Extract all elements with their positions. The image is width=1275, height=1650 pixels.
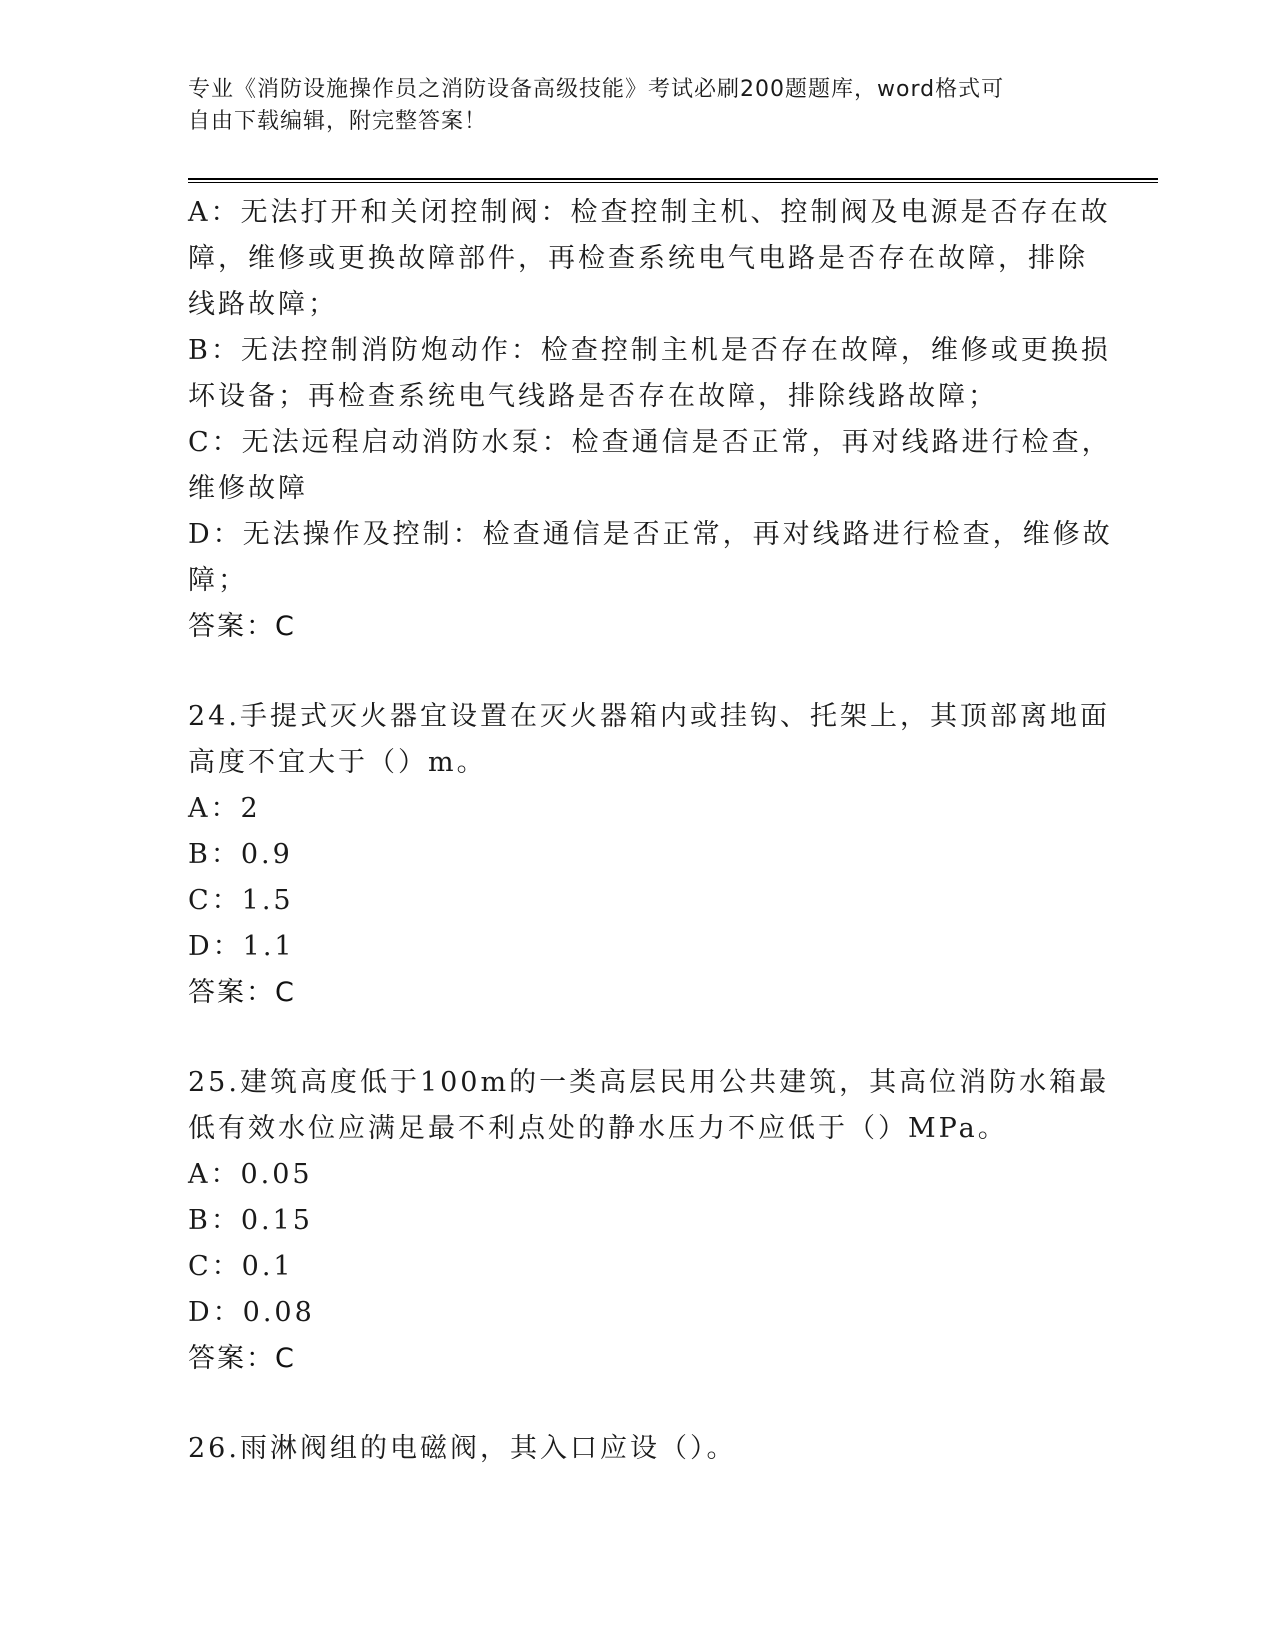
option-a: A：2 <box>188 793 261 824</box>
option-c: C：0.1 <box>188 1251 294 1282</box>
header-title-line-1: 专业《消防设施操作员之消防设备高级技能》考试必刷200题题库，word格式可 <box>188 77 1005 102</box>
option-line: D：无法操作及控制：检查通信是否正常，再对线路进行检查，维修故 <box>188 519 1113 550</box>
spacer <box>188 1016 1088 1060</box>
option-line: 线路故障； <box>188 289 338 320</box>
question-stem: 24.手提式灭火器宜设置在灭火器箱内或挂钩、托架上，其顶部离地面 <box>188 701 1110 732</box>
option-a: A：0.05 <box>188 1159 313 1190</box>
header-divider <box>188 178 1158 180</box>
spacer <box>188 650 1088 694</box>
question-23 <box>188 190 1113 650</box>
answer-line: 答案：C <box>188 611 296 642</box>
option-b <box>188 328 1111 420</box>
question-24 <box>188 694 1110 1016</box>
option-line: C：无法远程启动消防水泵：检查通信是否正常，再对线路进行检查， <box>188 427 1112 458</box>
option-line: 坏设备；再检查系统电气线路是否存在故障，排除线路故障； <box>188 381 998 412</box>
option-d <box>188 512 1113 604</box>
question-stem: 高度不宜大于（）m。 <box>188 747 487 778</box>
option-line: B：无法控制消防炮动作：检查控制主机是否存在故障，维修或更换损 <box>188 335 1111 366</box>
answer-line: 答案：C <box>188 1343 296 1374</box>
option-d: D：1.1 <box>188 931 295 962</box>
option-line: 维修故障 <box>188 473 308 504</box>
option-b: B：0.15 <box>188 1205 313 1236</box>
spacer <box>188 1382 1088 1426</box>
question-stem: 25.建筑高度低于100m的一类高层民用公共建筑，其高位消防水箱最 <box>188 1067 1110 1098</box>
option-d: D：0.08 <box>188 1297 315 1328</box>
answer-line: 答案：C <box>188 977 296 1008</box>
option-a <box>188 190 1111 328</box>
option-line: 障，维修或更换故障部件，再检查系统电气电路是否存在故障，排除 <box>188 243 1088 274</box>
option-b: B：0.9 <box>188 839 293 870</box>
question-content <box>188 190 1113 1472</box>
header-divider-thin <box>188 182 1158 183</box>
question-25 <box>188 1060 1110 1382</box>
header-title-line-2: 自由下载编辑，附完整答案！ <box>188 109 488 134</box>
option-c: C：1.5 <box>188 885 294 916</box>
option-line: A：无法打开和关闭控制阀：检查控制主机、控制阀及电源是否存在故 <box>188 197 1111 228</box>
question-stem: 低有效水位应满足最不利点处的静水压力不应低于（）MPa。 <box>188 1113 1008 1144</box>
page-header <box>188 74 1068 138</box>
option-line: 障； <box>188 565 248 596</box>
question-stem: 26.雨淋阀组的电磁阀，其入口应设（）。 <box>188 1433 737 1464</box>
question-26 <box>188 1426 1088 1472</box>
option-c <box>188 420 1112 512</box>
